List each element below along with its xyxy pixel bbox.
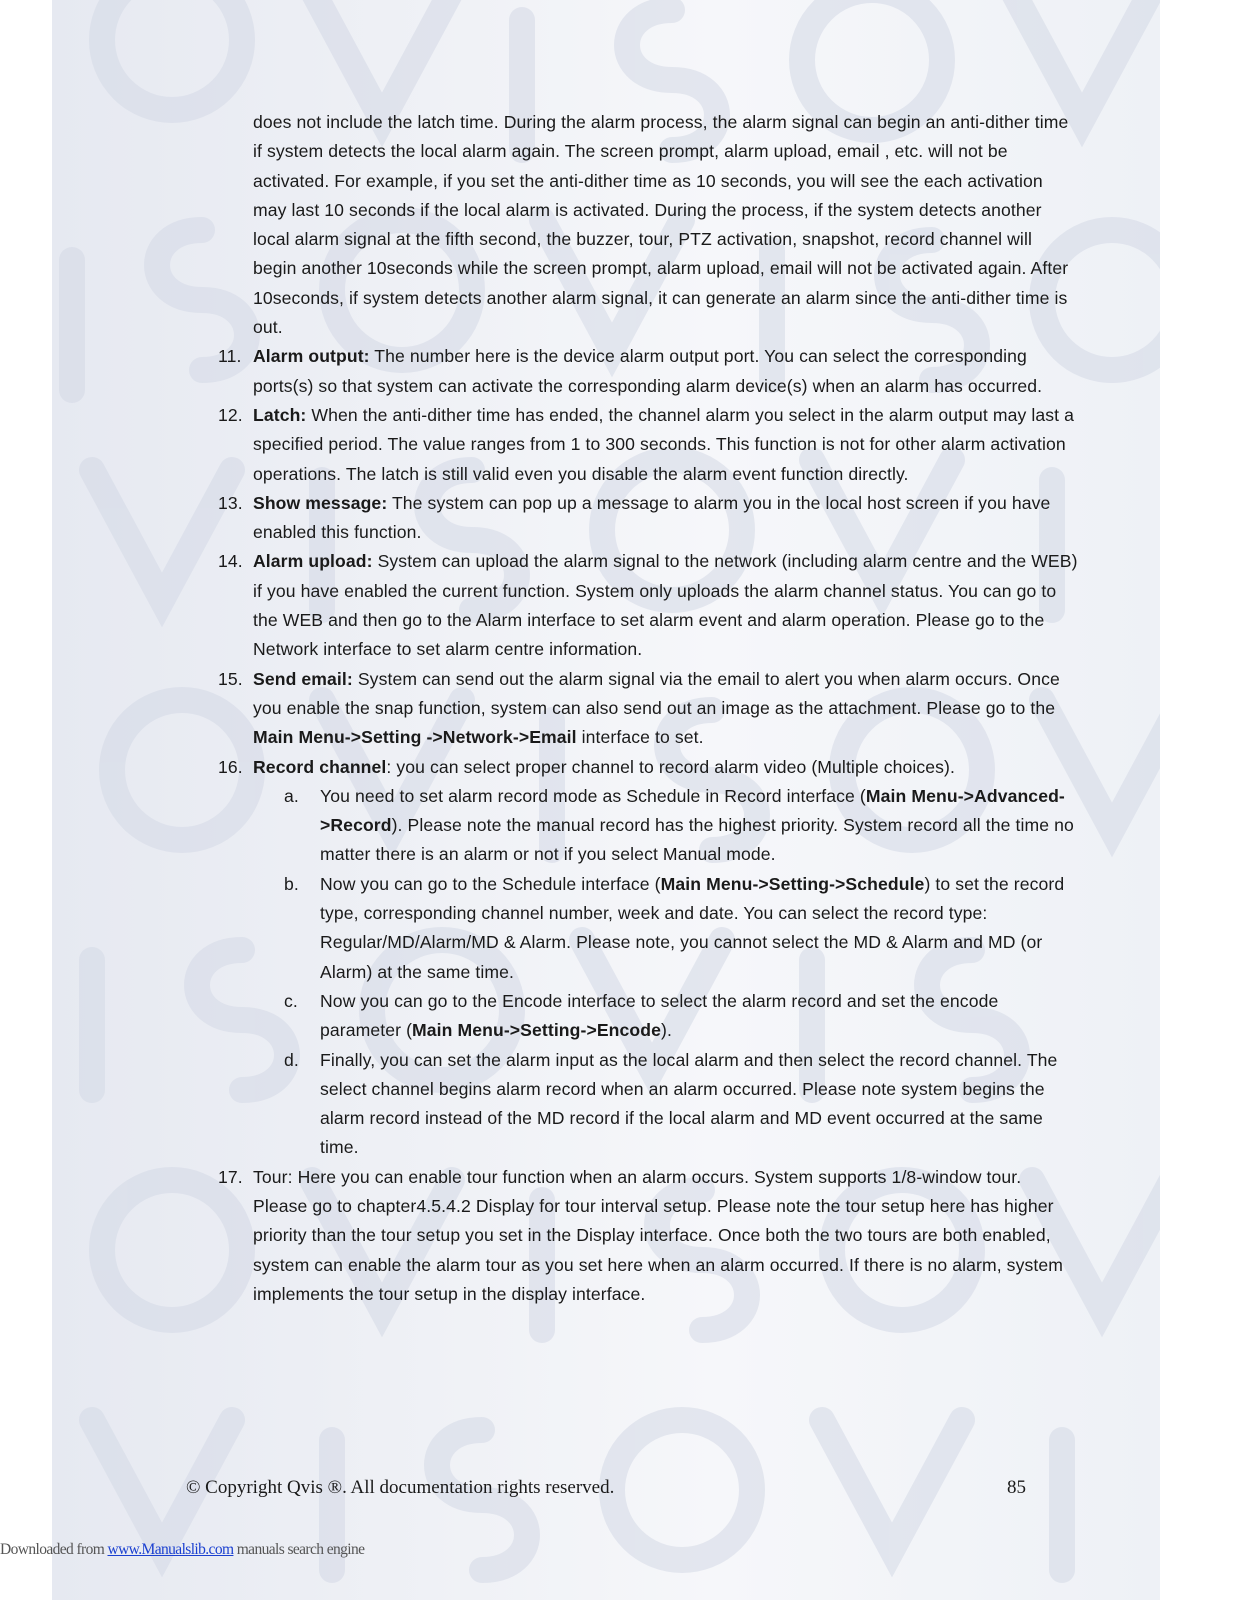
- item-text: When the anti-dither time has ended, the channel alarm you select in the alarm output may last a specified period. The value ranges from 1 to 300 seconds. This function is not for other alarm activation operations. The latch is still valid even you disable the alarm event function directly.: [253, 404, 1075, 484]
- sub-item-letter: a.: [284, 785, 299, 806]
- list-item-alarm-upload: [218, 547, 1078, 664]
- item-text: interface to set.: [576, 727, 704, 748]
- page-footer: [186, 1477, 1026, 1499]
- sub-item-text: Now you can go to the Schedule interface (: [320, 873, 661, 894]
- list-item-send-email: [218, 665, 1078, 753]
- page-number: 85: [1007, 1477, 1026, 1498]
- item-title: Record channel: [253, 756, 387, 777]
- sub-item-text: Now you can go to the Encode interface to select the alarm record and set the encode parameter (: [320, 990, 999, 1041]
- item-title: Send email:: [253, 668, 353, 689]
- menu-path: Main Menu->Setting ->Network->Email: [253, 727, 577, 748]
- menu-path: Main Menu->Setting->Schedule: [660, 873, 925, 894]
- item-number: 15.: [218, 668, 243, 689]
- sub-item-letter: b.: [284, 873, 299, 894]
- item-text: The number here is the device alarm output port. You can select the corresponding ports(s) so that system can activate the corresponding alarm device(s) when an alarm has occurred.: [253, 346, 1043, 396]
- document-body: [218, 108, 1078, 1309]
- intro-paragraph: does not include the latch time. During the alarm process, the alarm signal can begin an anti-dither time if system detects the local alarm again. The screen prompt, alarm upload, email , etc. will not be activated. For example, if you set the anti-dither time as 10 seconds, you will see the each activation may last 10 seconds if the local alarm is activated. During the process, if the system detects another local alarm signal at the fifth second, the buzzer, tour, PTZ activation, snapshot, record channel will begin another 10seconds while the screen prompt, alarm upload, email will not be activated again. After 10seconds, if system detects another alarm signal, it can generate an alarm since the anti-dither time is out.: [253, 112, 1069, 338]
- manualslib-link[interactable]: www.Manualslib.com: [107, 1541, 234, 1558]
- list-item-alarm-output: [218, 342, 1078, 401]
- menu-path: Main Menu->Advanced->Record: [320, 785, 1065, 836]
- item-number: 12.: [218, 404, 243, 425]
- item-title: Alarm upload:: [253, 551, 373, 572]
- sub-item-text: ). Please note the manual record has the highest priority. System record all the time no matter there is an alarm or not if you select Manual mode.: [320, 815, 1074, 865]
- list-item-record-channel: [218, 753, 1078, 782]
- list-item-show-message: [218, 489, 1078, 548]
- download-prefix: Downloaded from: [0, 1541, 108, 1558]
- item-number: 11.: [218, 346, 242, 367]
- sub-item-text: You need to set alarm record mode as Schedule in Record interface (: [320, 785, 866, 806]
- list-item-latch: [218, 401, 1078, 489]
- item-text: System can upload the alarm signal to the network (including alarm centre and the WEB) if you have enabled the current function. System only uploads the alarm channel status. You can go to the WEB and then go to the Alarm interface to set alarm event and alarm operation. Please go to the Network interface to set alarm centre information.: [253, 551, 1078, 660]
- sub-item-text: ) to set the record type, corresponding channel number, week and date. You can select the record type: Regular/MD/Alarm/MD & Alarm. Please note, you cannot select the MD & Alarm and MD (or Alarm) at the same time.: [320, 873, 1065, 982]
- menu-path: Main Menu->Setting->Encode: [412, 1020, 661, 1041]
- sub-item-letter: c.: [284, 990, 298, 1011]
- item-number: 16.: [218, 756, 243, 777]
- download-suffix: manuals search engine: [233, 1541, 365, 1558]
- sub-item-letter: d.: [284, 1049, 299, 1070]
- item-text: : you can select proper channel to record alarm video (Multiple choices).: [386, 756, 956, 777]
- sub-item-text: ).: [660, 1020, 672, 1041]
- sub-item-c: [284, 987, 1078, 1046]
- item-number: 14.: [218, 551, 243, 572]
- item-title: Latch:: [253, 404, 307, 425]
- item-title: Alarm output:: [253, 346, 370, 367]
- sub-item-b: [284, 870, 1078, 987]
- list-item-tour: [218, 1163, 1078, 1309]
- item-text: System can send out the alarm signal via the email to alert you when alarm occurs. Once you enable the snap function, system can also send out an image as the attachment. Please go to the: [253, 668, 1060, 718]
- sub-item-text: Finally, you can set the alarm input as the local alarm and then select the record channel. The select channel begins alarm record when an alarm occurred. Please note system begins the alarm record instead of the MD record if the local alarm and MD event occurred at the same time.: [320, 1049, 1058, 1158]
- item-text: The system can pop up a message to alarm you in the local host screen if you have enabled this function.: [253, 492, 1051, 543]
- sub-item-a: [284, 782, 1078, 870]
- sub-item-d: [284, 1046, 1078, 1163]
- item-text: Tour: Here you can enable tour function when an alarm occurs. System supports 1/8-window tour. Please go to chapter4.5.4.2 Display for tour interval setup. Please note the tour setup here has higher priority than the tour setup you set in the Display interface. Once both the two tours are both enabled, system can enable the alarm tour as you set here when an alarm occurred. If there is no alarm, system implements the tour setup in the display interface.: [253, 1166, 1064, 1304]
- item-number: 17.: [218, 1166, 243, 1187]
- item-number: 13.: [218, 492, 243, 513]
- download-bar: [0, 1541, 364, 1559]
- item-title: Show message:: [253, 492, 388, 513]
- copyright-text: © Copyright Qvis ®. All documentation rights reserved.: [186, 1477, 615, 1498]
